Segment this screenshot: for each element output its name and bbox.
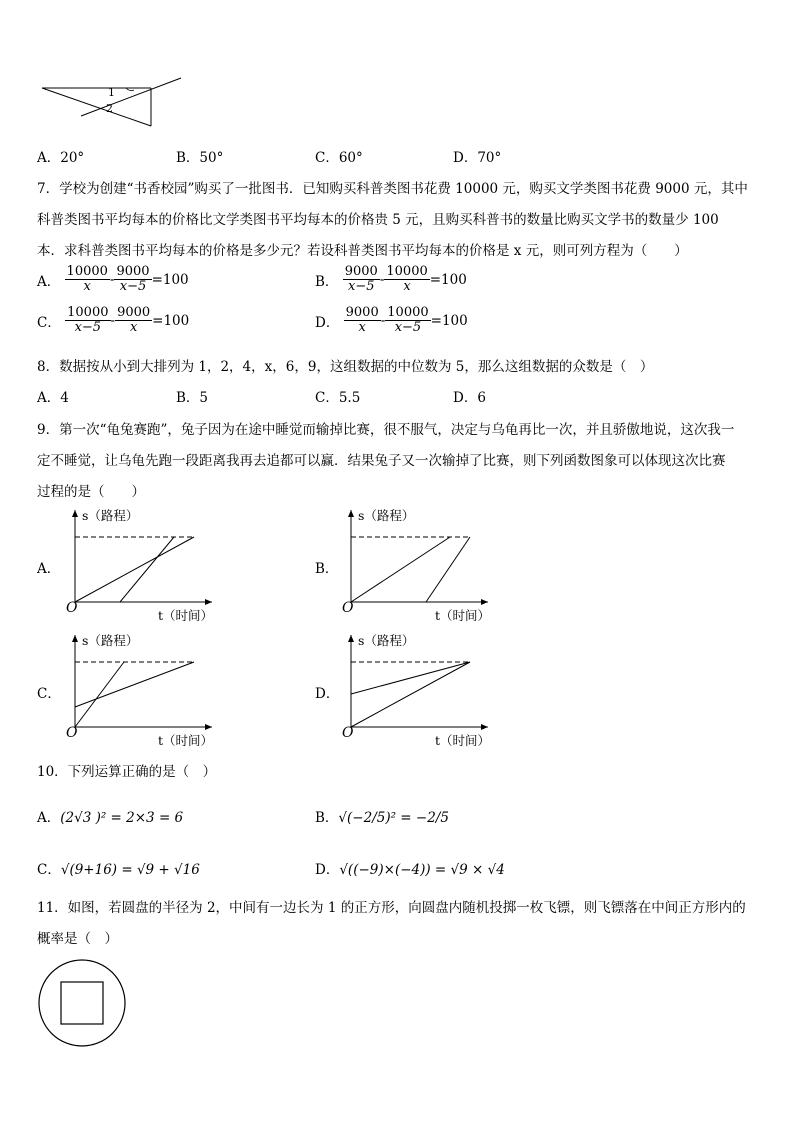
q9-graph-d-origin: O xyxy=(342,725,354,741)
q9-option-a-label[interactable]: A． xyxy=(37,561,61,577)
q9-option-b-label[interactable]: B． xyxy=(315,561,339,577)
q8-option-a[interactable]: A．4 xyxy=(37,390,69,406)
q10-option-d[interactable]: D．√((−9)×(−4)) = √9 × √4 xyxy=(315,862,505,878)
q7-option-c[interactable]: C． $\frac{10000}{x-5}$ - $\frac{9000}{x}$ =100 xyxy=(37,305,190,336)
q9-option-d-label[interactable]: D． xyxy=(315,686,340,702)
q11-dartboard-figure xyxy=(37,958,129,1050)
q9-option-c-label[interactable]: C． xyxy=(37,686,61,702)
q7-option-a[interactable]: A． $\frac{10000}{x}$ - $\frac{9000}{x-5}$ =100 xyxy=(37,264,189,295)
q9-graph-c-origin: O xyxy=(66,725,78,741)
q8-option-d[interactable]: D．6 xyxy=(453,390,486,406)
q7-stem-line-2: 科普类图书平均每本的价格比文学类图书平均每本的价格贵 5 元，且购买科普书的数量比购买文学书的数量少 100 xyxy=(37,212,719,228)
q9-stem-line-1: 9．第一次“龟兔赛跑”，兔子因为在途中睡觉而输掉比赛，很不服气，决定与乌龟再比一次，并且骄傲地说，这次我一 xyxy=(37,422,735,438)
q8-stem: 8．数据按从小到大排列为 1，2，4，x，6，9，这组数据的中位数为 5，那么这组数据的众数是（ ） xyxy=(37,359,654,375)
q9-graph-a-origin: O xyxy=(66,600,78,616)
q9-graph-c-ylabel: s（路程） xyxy=(82,633,139,648)
q9-stem-line-3: 过程的是（ ） xyxy=(37,484,145,500)
q6-option-b[interactable]: B．50° xyxy=(176,150,224,166)
q6-label-2: 2 xyxy=(106,102,113,115)
q10-stem: 10．下列运算正确的是（ ） xyxy=(37,764,217,780)
q10-option-c[interactable]: C．√(9+16) = √9 + √16 xyxy=(37,862,200,878)
q9-stem-line-2: 定不睡觉，让乌龟先跑一段距离我再去追都可以赢．结果兔子又一次输掉了比赛，则下列函数图象可以体现这次比赛 xyxy=(37,453,726,469)
q7-option-b[interactable]: B． $\frac{9000}{x-5}$ - $\frac{10000}{x}$ =100 xyxy=(315,264,467,295)
q9-graph-b-origin: O xyxy=(342,600,354,616)
q6-label-1: 1 xyxy=(108,86,115,99)
q11-stem-line-2: 概率是（ ） xyxy=(37,931,118,947)
q6-option-c[interactable]: C．60° xyxy=(315,150,363,166)
q9-graph-d-xlabel: t（时间） xyxy=(435,733,491,748)
q8-option-b[interactable]: B．5 xyxy=(176,390,209,406)
q7-option-d[interactable]: D． $\frac{9000}{x}$ - $\frac{10000}{x-5}$ =100 xyxy=(315,305,468,336)
q6-option-d[interactable]: D．70° xyxy=(453,150,502,166)
q6-option-a[interactable]: A．20° xyxy=(37,150,85,166)
q6-angle-figure xyxy=(36,72,186,134)
q9-graph-b-ylabel: s（路程） xyxy=(358,508,415,523)
q10-option-b[interactable]: B．√(−2/5)² = −2/5 xyxy=(315,810,449,826)
q9-graph-a-xlabel: t（时间） xyxy=(158,608,214,623)
q7-stem-line-1: 7．学校为创建“书香校园”购买了一批图书．已知购买科普类图书花费 10000 元，购买文学类图书花费 9000 元，其中 xyxy=(37,181,748,197)
q9-graph-d-ylabel: s（路程） xyxy=(358,633,415,648)
q9-graph-c-xlabel: t（时间） xyxy=(158,733,214,748)
q10-option-a[interactable]: A．(2√3 )² = 2×3 = 6 xyxy=(37,810,184,826)
q8-option-c[interactable]: C．5.5 xyxy=(315,390,361,406)
q7-stem-line-3: 本．求科普类图书平均每本的价格是多少元？若设科普类图书平均每本的价格是 x 元，则可列方程为（ ） xyxy=(37,243,688,259)
q9-graph-a-ylabel: s（路程） xyxy=(82,508,139,523)
q9-graph-b-xlabel: t（时间） xyxy=(435,608,491,623)
q11-stem-line-1: 11．如图，若圆盘的半径为 2，中间有一边长为 1 的正方形，向圆盘内随机投掷一枚飞镖，则飞镖落在中间正方形内的 xyxy=(37,900,746,916)
